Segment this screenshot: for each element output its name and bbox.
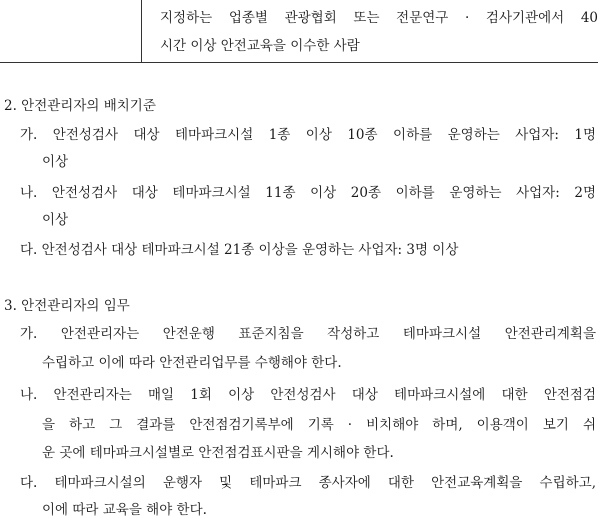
table-divider [141, 0, 142, 62]
section-3-item-na-cont: 을 하고 그 결과를 안전점검기록부에 기록 · 비치해야 하며, 이용객이 보기 쉬 [42, 417, 596, 433]
table-cell-line: 시간 이상 안전교육을 이수한 사람 [160, 38, 360, 54]
section-2-item-da: 다. 안전성검사 대상 테마파크시설 21종 이상을 운영하는 사업자: 3명 이상 [20, 242, 459, 258]
table-cell-line: 지정하는 업종별 관광협회 또는 전문연구 · 검사기관에서 40 [160, 10, 598, 26]
section-3-item-na: 나. 안전관리자는 매일 1회 이상 안전성검사 대상 테마파크시설에 대한 안전점검 [20, 387, 596, 403]
section-3-heading: 3. 안전관리자의 임무 [4, 298, 130, 314]
section-3-item-na-cont: 운 곳에 테마파크시설별로 안전점검표시판을 게시해야 한다. [42, 445, 394, 461]
section-2-item-na: 나. 안전성검사 대상 테마파크시설 11종 이상 20종 이하를 운영하는 사업자: 2명 [20, 185, 596, 201]
qualification-table-fragment [0, 0, 598, 63]
section-3-item-ga-cont: 수립하고 이에 따라 안전관리업무를 수행해야 한다. [42, 355, 342, 371]
section-2-item-ga: 가. 안전성검사 대상 테마파크시설 1종 이상 10종 이하를 운영하는 사업자: 1명 [20, 127, 596, 143]
section-2-item-ga-cont: 이상 [42, 154, 69, 170]
section-2-heading: 2. 안전관리자의 배치기준 [4, 98, 156, 114]
section-3-item-da-cont: 이에 따라 교육을 해야 한다. [42, 502, 207, 518]
section-2-item-na-cont: 이상 [42, 212, 69, 228]
section-3-item-da: 다. 테마파크시설의 운행자 및 테마파크 종사자에 대한 안전교육계획을 수립하고, [20, 475, 596, 491]
section-3-item-ga: 가. 안전관리자는 안전운행 표준지침을 작성하고 테마파크시설 안전관리계획을 [20, 326, 596, 342]
